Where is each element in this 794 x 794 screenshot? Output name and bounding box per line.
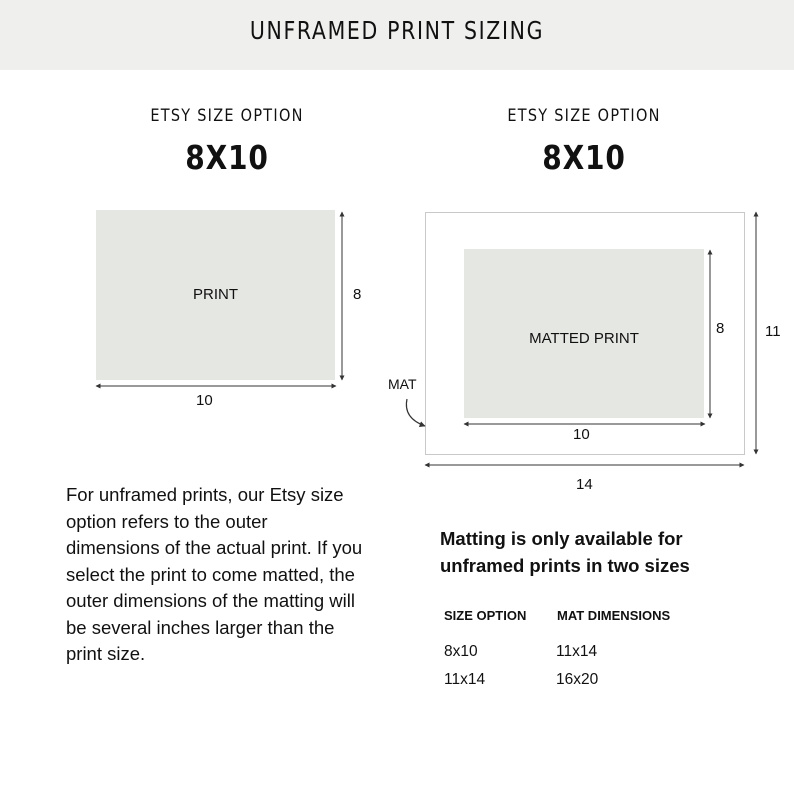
table-cell: 11x14 xyxy=(444,671,486,688)
matting-note: Matting is only available for unframed prints in two sizes xyxy=(440,528,690,576)
table-cell: 8x10 xyxy=(444,643,478,660)
table-header-size-option: SIZE OPTION xyxy=(444,608,527,623)
matted-inner-height-dim: 8 xyxy=(716,320,725,337)
mat-pointer-arrow xyxy=(406,399,425,426)
table-header-mat-dimensions: MAT DIMENSIONS xyxy=(557,608,671,623)
matted-outer-width-dim: 14 xyxy=(576,476,593,493)
left-option-size: 8X10 xyxy=(185,138,269,177)
matted-print-label: MATTED PRINT xyxy=(529,330,639,347)
description-paragraph: For unframed prints, our Etsy size option refers to the outer dimensions of the actual print. If you select the print to come matted, the outer dimensions of the matting will be several inches larger than the print size. xyxy=(66,484,363,664)
right-option-label: ETSY SIZE OPTION xyxy=(507,106,661,126)
mat-label: MAT xyxy=(388,376,417,392)
print-height-dim: 8 xyxy=(353,286,362,303)
table-cell: 11x14 xyxy=(556,643,598,660)
print-width-dim: 10 xyxy=(196,392,213,409)
page-title: UNFRAMED PRINT SIZING xyxy=(249,16,545,45)
right-option-size: 8X10 xyxy=(542,138,626,177)
table-cell: 16x20 xyxy=(556,671,599,688)
left-option-label: ETSY SIZE OPTION xyxy=(150,106,304,126)
matted-outer-height-dim: 11 xyxy=(765,323,781,340)
print-box-label: PRINT xyxy=(193,286,238,303)
matted-inner-width-dim: 10 xyxy=(573,426,590,443)
